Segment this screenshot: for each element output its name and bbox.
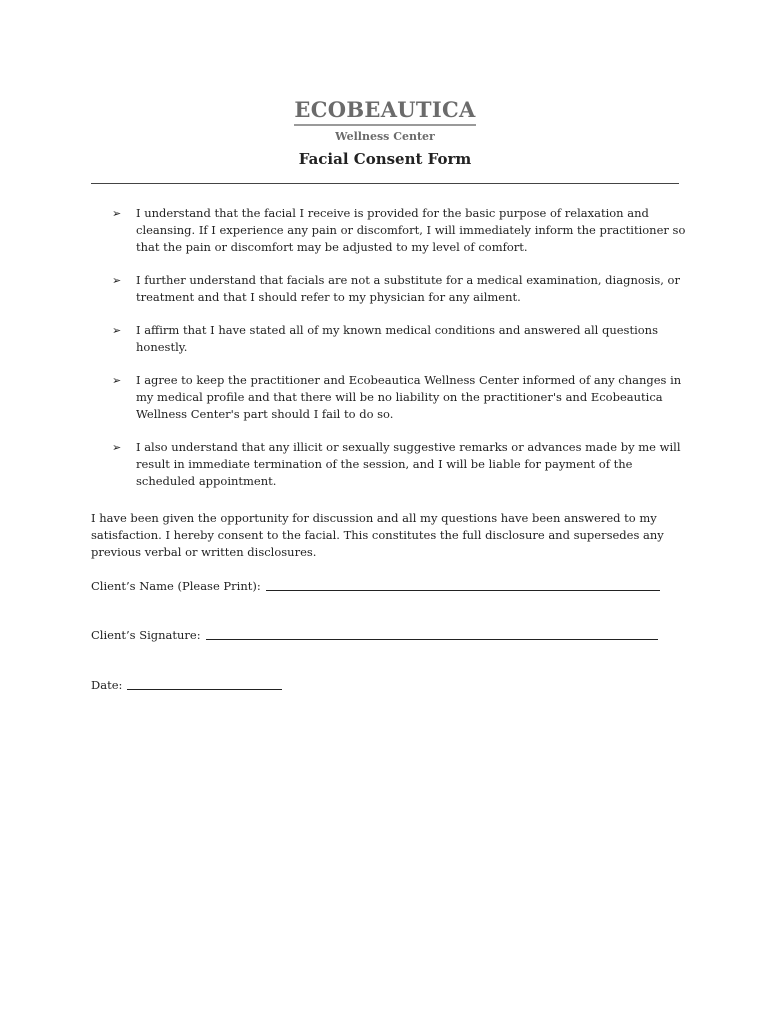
consent-clause	[110, 205, 688, 256]
consent-clause	[110, 372, 688, 423]
clause-text: I further understand that facials are not a substitute for a medical examination, diagnosis, or treatment and that I should refer to my physician for any ailment.	[136, 273, 680, 304]
client-signature-input-line[interactable]	[206, 639, 658, 640]
date-field	[91, 677, 282, 694]
arrowhead-bullet-icon: ➢	[112, 274, 122, 287]
consent-clause	[110, 439, 688, 490]
client-signature-field	[91, 627, 658, 644]
date-label: Date:	[91, 678, 123, 692]
clause-text: I also understand that any illicit or sexually suggestive remarks or advances made by me will result in immediate termination of the session, and I will be liable for payment of the scheduled appointment.	[136, 440, 681, 488]
brand-tagline: Wellness Center	[335, 130, 435, 143]
clause-text: I affirm that I have stated all of my known medical conditions and answered all questions honestly.	[136, 323, 658, 354]
client-name-label: Client’s Name (Please Print):	[91, 579, 261, 593]
clause-text: I agree to keep the practitioner and Ecobeautica Wellness Center informed of any changes in my medical profile and that there will be no liability on the practitioner's and Ecobeautica Wellness Center's part should I fail to do so.	[136, 373, 682, 421]
consent-clause	[110, 322, 688, 356]
consent-clauses-list	[110, 205, 688, 506]
clause-text: I understand that the facial I receive is provided for the basic purpose of relaxation and cleansing. If I experience any pain or discomfort, I will immediately inform the practitioner so that the pain or discomfort may be adjusted to my level of comfort.	[136, 206, 686, 254]
arrowhead-bullet-icon: ➢	[112, 324, 122, 337]
disclosure-paragraph: I have been given the opportunity for discussion and all my questions have been answered to my satisfaction. I hereby consent to the facial. This constitutes the full disclosure and supersedes any previous verbal or written disclosures.	[91, 511, 664, 559]
title-divider	[91, 183, 679, 184]
client-name-input-line[interactable]	[266, 590, 660, 591]
client-signature-label: Client’s Signature:	[91, 628, 201, 642]
form-title: Facial Consent Form	[298, 150, 472, 168]
arrowhead-bullet-icon: ➢	[112, 441, 122, 454]
consent-clause	[110, 272, 688, 306]
client-name-field	[91, 578, 660, 595]
date-input-line[interactable]	[127, 689, 282, 690]
arrowhead-bullet-icon: ➢	[112, 374, 122, 387]
arrowhead-bullet-icon: ➢	[112, 207, 122, 220]
brand-name: ECOBEAUTICA	[294, 98, 475, 126]
brand-logo	[0, 98, 770, 143]
